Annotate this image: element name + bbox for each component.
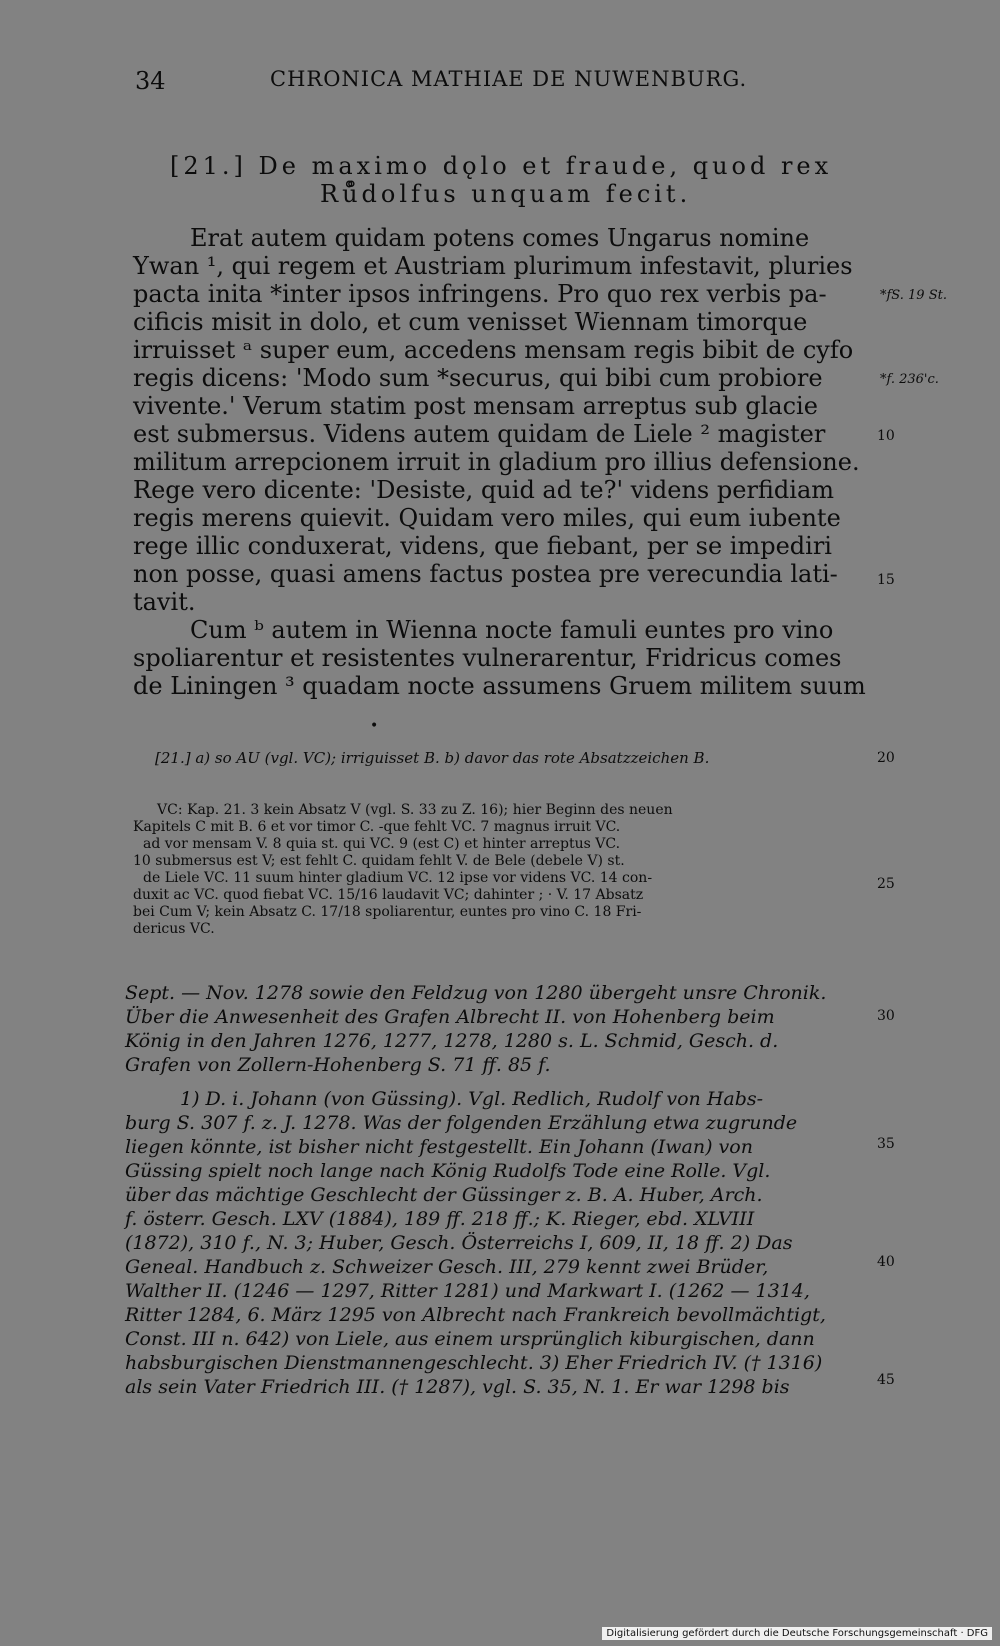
text-line: de Liningen ³ quadam nocte assumens Gruem militem suum (133, 672, 866, 700)
text-line: cificis misit in dolo, et cum venisset Wiennam timorque (133, 308, 808, 336)
chapter-title-line-1: [21.] De maximo dǫlo et fraude, quod rex (170, 152, 833, 180)
line-number: 40 (877, 1254, 895, 1270)
separator-dot: • (370, 718, 379, 734)
text-line: pacta inita *inter ipsos infringens. Pro quo rex verbis pa- (133, 280, 827, 308)
side-note: *fS. 19 St. (880, 288, 947, 303)
note-line: König in den Jahren 1276, 1277, 1278, 1280 s. L. Schmid, Gesch. d. (125, 1030, 779, 1052)
note-line: Ritter 1284, 6. März 1295 von Albrecht nach Frankreich bevollmächtigt, (125, 1304, 826, 1326)
text-line: non posse, quasi amens factus postea pre verecundia lati- (133, 560, 838, 588)
note-line: (1872), 310 f., N. 3; Huber, Gesch. Österreichs I, 609, II, 18 ff. 2) Das (125, 1232, 793, 1254)
note-line: f. österr. Gesch. LXV (1884), 189 ff. 218 ff.; K. Rieger, ebd. XLVIII (125, 1208, 755, 1230)
apparatus-line: dericus VC. (133, 921, 215, 937)
text-line: vivente.' Verum statim post mensam arreptus sub glacie (133, 392, 818, 420)
note-line: als sein Vater Friedrich III. († 1287), vgl. S. 35, N. 1. Er war 1298 bis (125, 1376, 790, 1398)
page-number: 34 (135, 67, 166, 95)
text-line: est submersus. Videns autem quidam de Liele ² magister (133, 420, 826, 448)
text-line: Rege vero dicente: 'Desiste, quid ad te?' videns perfidiam (133, 476, 835, 504)
line-number: 20 (877, 750, 895, 766)
line-number: 35 (877, 1136, 895, 1152)
note-line: Geneal. Handbuch z. Schweizer Gesch. III, 279 kennt zwei Brüder, (125, 1256, 769, 1278)
text-line: tavit. (133, 588, 196, 616)
note-line: Über die Anwesenheit des Grafen Albrecht II. von Hohenberg beim (125, 1006, 775, 1028)
line-number: 30 (877, 1008, 895, 1024)
note-line: Const. III n. 642) von Liele, aus einem ursprünglich kiburgischen, dann (125, 1328, 815, 1350)
note-line: Grafen von Zollern-Hohenberg S. 71 ff. 85 f. (125, 1054, 551, 1076)
apparatus-line: ad vor mensam V. 8 quia st. qui VC. 9 (est C) et hinter arreptus VC. (143, 836, 621, 852)
text-line: rege illic conduxerat, videns, que fiebant, per se impediri (133, 532, 832, 560)
note-line: Güssing spielt noch lange nach König Rudolfs Tode eine Rolle. Vgl. (125, 1160, 771, 1182)
text-line: Ywan ¹, qui regem et Austriam plurimum infestavit, pluries (133, 252, 853, 280)
apparatus-line: [21.] a) so AU (vgl. VC); irriguisset B. b) davor das rote Absatzzeichen B. (155, 749, 710, 767)
text-line: Cum ᵇ autem in Wienna nocte famuli euntes pro vino (190, 616, 834, 644)
apparatus-line: bei Cum V; kein Absatz C. 17/18 spoliarentur, euntes pro vino C. 18 Fri- (133, 904, 642, 920)
note-line: über das mächtige Geschlecht der Güssinger z. B. A. Huber, Arch. (125, 1184, 763, 1206)
text-line: regis dicens: 'Modo sum *securus, qui bibi cum probiore (133, 364, 823, 392)
text-line: spoliarentur et resistentes vulnerarentur, Fridricus comes (133, 644, 842, 672)
note-line: liegen könnte, ist bisher nicht festgestellt. Ein Johann (Iwan) von (125, 1136, 753, 1158)
apparatus-line: duxit ac VC. quod fiebat VC. 15/16 laudavit VC; dahinter ; · V. 17 Absatz (133, 887, 644, 903)
note-line: Sept. — Nov. 1278 sowie den Feldzug von 1280 übergeht unsre Chronik. (125, 982, 827, 1004)
text-line: regis merens quievit. Quidam vero miles, qui eum iubente (133, 504, 841, 532)
line-number: 45 (877, 1372, 895, 1388)
note-line: 1) D. i. Johann (von Güssing). Vgl. Redlich, Rudolf von Habs- (180, 1088, 764, 1110)
apparatus-line: 10 submersus est V; est fehlt C. quidam fehlt V. de Bele (debele V) st. (133, 853, 625, 869)
note-line: burg S. 307 f. z. J. 1278. Was der folgenden Erzählung etwa zugrunde (125, 1112, 798, 1134)
apparatus-line: Kapitels C mit B. 6 et vor timor C. -que fehlt VC. 7 magnus irruit VC. (133, 819, 621, 835)
text-line: irruisset ᵃ super eum, accedens mensam regis bibit de cyfo (133, 336, 854, 364)
line-number: 10 (877, 428, 895, 444)
digitization-credit: Digitalisierung gefördert durch die Deutsche Forschungsgemeinschaft · DFG (602, 1627, 992, 1640)
side-note: *f. 236'c. (880, 372, 939, 387)
line-number: 15 (877, 572, 895, 588)
running-title: CHRONICA MATHIAE DE NUWENBURG. (270, 67, 748, 91)
line-number: 25 (877, 876, 895, 892)
note-line: Walther II. (1246 — 1297, Ritter 1281) und Markwart I. (1262 — 1314, (125, 1280, 810, 1302)
text-line: Erat autem quidam potens comes Ungarus nomine (190, 224, 810, 252)
text-line: militum arrepcionem irruit in gladium pro illius defensione. (133, 448, 860, 476)
note-line: habsburgischen Dienstmannengeschlecht. 3) Eher Friedrich IV. († 1316) (125, 1352, 823, 1374)
chapter-title-line-2: Rů̊dolfus unquam fecit. (320, 180, 692, 208)
apparatus-line: de Liele VC. 11 suum hinter gladium VC. 12 ipse vor videns VC. 14 con- (143, 870, 653, 886)
apparatus-line: VC: Kap. 21. 3 kein Absatz V (vgl. S. 33 zu Z. 16); hier Beginn des neuen (157, 802, 673, 818)
